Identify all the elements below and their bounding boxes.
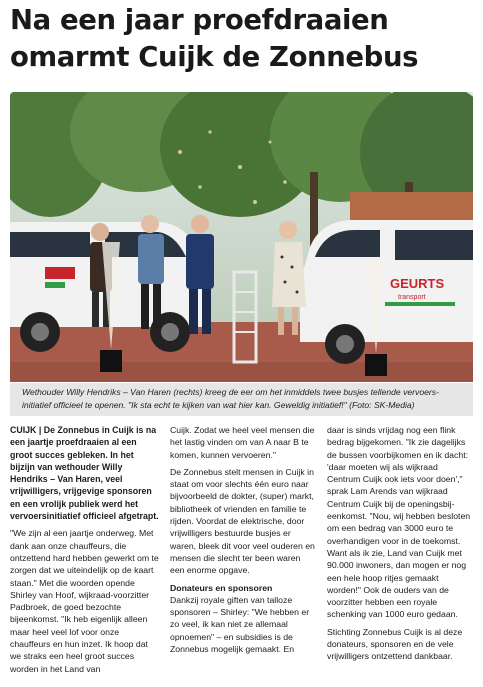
- paragraph: "We zijn al een jaartje onderweg. Met dank aan onze chauffeurs, die ontzettend hard hebben gewerkt om te zorgen dat we uiteindelijk op de kaart staan." Met die woorden opende Shirley van Hoof, wijkraad-voorzitter Padbroek, de goed bezochte bijeenkomst. "Ik heb eigenlijk alleen maar heel veel lof voor onze chauffeurs en hun inzet. Ik hoop dat we straks een heel groot succes worden in het Land van: [10, 528, 159, 674]
- column-3: [327, 424, 473, 668]
- article-photo: [10, 92, 473, 382]
- paragraph: De Zonnebus stelt mensen in Cuijk in staat om voor slechts één euro naar bijvoorbeeld de dokter, (super) markt, bibliotheek of vrienden en familie te rijden. Voordat de elektrische, door vrijwilligers bestuurde busjes er waren, bleek dit voor veel ouderen en mensen die slecht ter been waren een enorme opgave.: [170, 466, 315, 576]
- van-brand-text: GEURTS: [390, 276, 445, 291]
- column-2: [170, 424, 317, 660]
- article-lead: CUIJK | De Zonnebus in Cuijk is na een jaartje proefdraaien al een groot succes gebleken. In het bijzijn van wethouder Willy Hendriks – Van Haren, veel vrijwilligers, vrijgevige sponsoren en een vrolijk publiek werd het vervoersinitiatief officieel afgetrapt.: [10, 425, 159, 522]
- van-brand-subtext: transport: [398, 294, 426, 301]
- photo-illustration: [10, 92, 473, 382]
- headline: Na een jaar proefdraaien omarmt Cuijk de Zonnebus: [10, 4, 419, 73]
- subheading: Donateurs en sponsoren: [170, 582, 273, 593]
- paragraph: daar is sinds vrijdag nog een flink bedrag bijgekomen. "Ik zie dagelijks de bussen voorbijkomen en ik dacht: 'daar moeten wij als wijkraad Centrum Cuijk ook iets voor doen'," sprak Lam Arends van wijkraad Centrum Cuijk bij de openingsbij-eenkomst. "Nou, wij hebben besloten om een bedrag van 3000 euro te overhandigen voor in de toekomst. Want als ik zie, Land van Cuijk met 90.000 inwoners, dan mogen er nog een hele hoop ritjes gemaakt worden!" Ook de ouders van de voorzitter hebben een royale schenking van 1000 euro gedaan.: [327, 425, 471, 620]
- photo-caption: Wethouder Willy Hendriks – Van Haren (rechts) kreeg de eer om het inmiddels twee busjes tellende vervoers-initiatief officieel te openen. "Ik sta echt te kijken van wat hier kan. Geweldig initiatief!" (Foto: SK-Media): [10, 383, 473, 416]
- column-1: [10, 424, 160, 680]
- paragraph: Dankzij royale giften van talloze sponsoren – Shirley: "We hebben er zo veel, ik kan niet ze allemaal opnoemen" – en subsidies is de Zonnebus mogelijk gemaakt. En: [170, 594, 310, 655]
- paragraph: Stichting Zonnebus Cuijk is al deze donateurs, sponsoren en de vele vrijwilligers ontzettend dankbaar.: [327, 626, 463, 662]
- paragraph: Cuijk. Zodat we heel veel mensen die het lastig vinden om van A naar B te komen, kunnen vervoeren.": [170, 425, 315, 460]
